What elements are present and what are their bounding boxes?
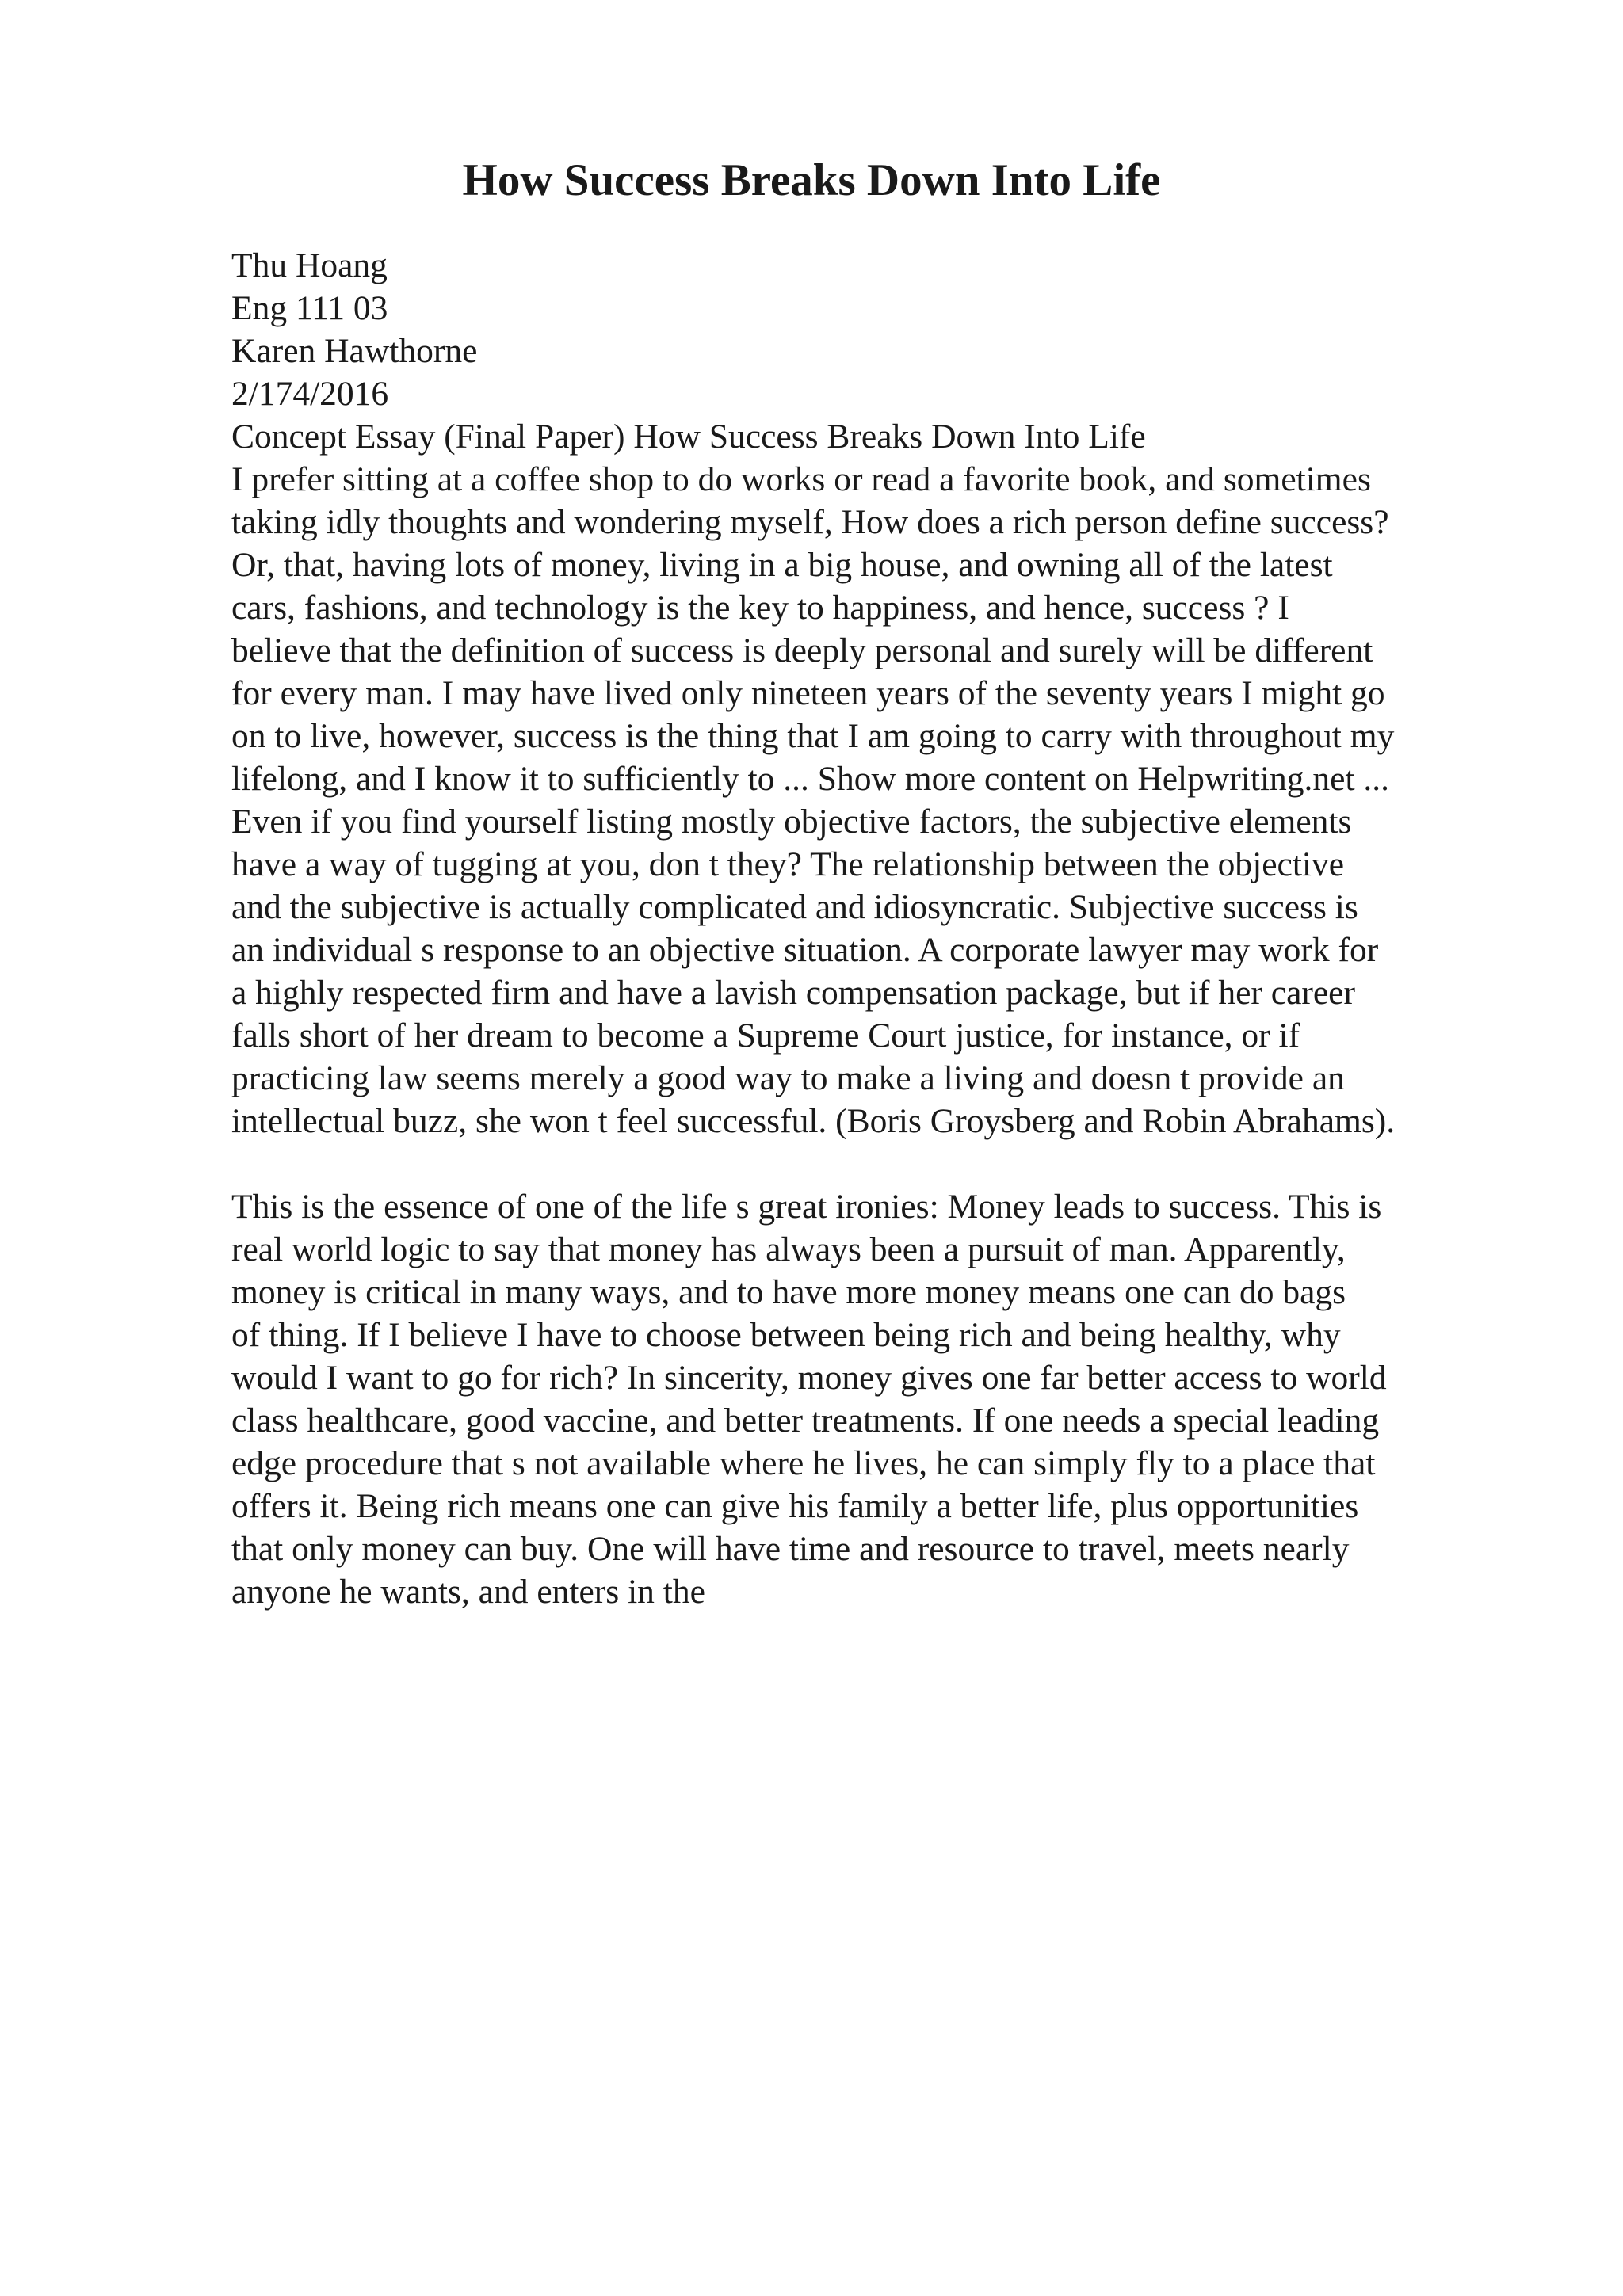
paragraph-line: would I want to go for rich? In sincerity, money gives one far better access to world [231, 1359, 1387, 1397]
paragraph-line: money is critical in many ways, and to have more money means one can do bags [231, 1273, 1346, 1311]
paragraph-line: and the subjective is actually complicated and idiosyncratic. Subjective success is [231, 888, 1358, 926]
instructor-name: Karen Hawthorne [231, 332, 478, 370]
paragraph-line: Or, that, having lots of money, living in a big house, and owning all of the latest [231, 546, 1333, 584]
paragraph-line: lifelong, and I know it to sufficiently to ... Show more content on Helpwriting.net ... [231, 760, 1390, 798]
paragraph-line: edge procedure that s not available where he lives, he can simply fly to a place that [231, 1444, 1376, 1482]
paragraph-line: offers it. Being rich means one can give his family a better life, plus opportunities [231, 1487, 1359, 1525]
paragraph-line: I prefer sitting at a coffee shop to do works or read a favorite book, and sometimes [231, 460, 1371, 498]
paragraph-line: taking idly thoughts and wondering myself, How does a rich person define success? [231, 503, 1389, 541]
course-code: Eng 111 03 [231, 289, 388, 327]
paragraph-line: falls short of her dream to become a Supreme Court justice, for instance, or if [231, 1016, 1300, 1055]
paragraph-line: anyone he wants, and enters in the [231, 1573, 705, 1611]
paragraph-1 [231, 458, 1594, 1142]
paragraph-line: have a way of tugging at you, don t they? The relationship between the objective [231, 845, 1345, 883]
paragraph-line: This is the essence of one of the life s great ironies: Money leads to success. This is [231, 1188, 1382, 1226]
paragraph-line: for every man. I may have lived only nineteen years of the seventy years I might go [231, 674, 1385, 712]
paragraph-line: of thing. If I believe I have to choose between being rich and being healthy, why [231, 1316, 1341, 1354]
paragraph-gap [231, 1142, 1594, 1185]
paragraph-line: a highly respected firm and have a lavish compensation package, but if her career [231, 974, 1355, 1012]
paragraph-line: that only money can buy. One will have time and resource to travel, meets nearly [231, 1530, 1350, 1568]
paragraph-line: on to live, however, success is the thing that I am going to carry with throughout my [231, 717, 1395, 755]
document-body [231, 244, 1594, 1613]
paragraph-line: class healthcare, good vaccine, and better treatments. If one needs a special leading [231, 1402, 1380, 1440]
paragraph-line: cars, fashions, and technology is the key to happiness, and hence, success ? I [231, 589, 1289, 627]
paragraph-line: Even if you find yourself listing mostly objective factors, the subjective elements [231, 803, 1352, 841]
paragraph-line: intellectual buzz, she won t feel successful. (Boris Groysberg and Robin Abrahams). [231, 1102, 1396, 1140]
document-title: How Success Breaks Down Into Life [462, 155, 1161, 205]
paragraph-line: real world logic to say that money has always been a pursuit of man. Apparently, [231, 1230, 1346, 1268]
paragraph-line: practicing law seems merely a good way to make a living and doesn t provide an [231, 1059, 1345, 1097]
document-date: 2/174/2016 [231, 375, 389, 413]
author-name: Thu Hoang [231, 246, 388, 284]
paragraph-line: believe that the definition of success is deeply personal and surely will be different [231, 631, 1373, 669]
paragraph-line: an individual s response to an objective situation. A corporate lawyer may work for [231, 931, 1379, 969]
paragraph-2 [231, 1185, 1594, 1613]
essay-subtitle: Concept Essay (Final Paper) How Success Breaks Down Into Life [231, 418, 1146, 456]
